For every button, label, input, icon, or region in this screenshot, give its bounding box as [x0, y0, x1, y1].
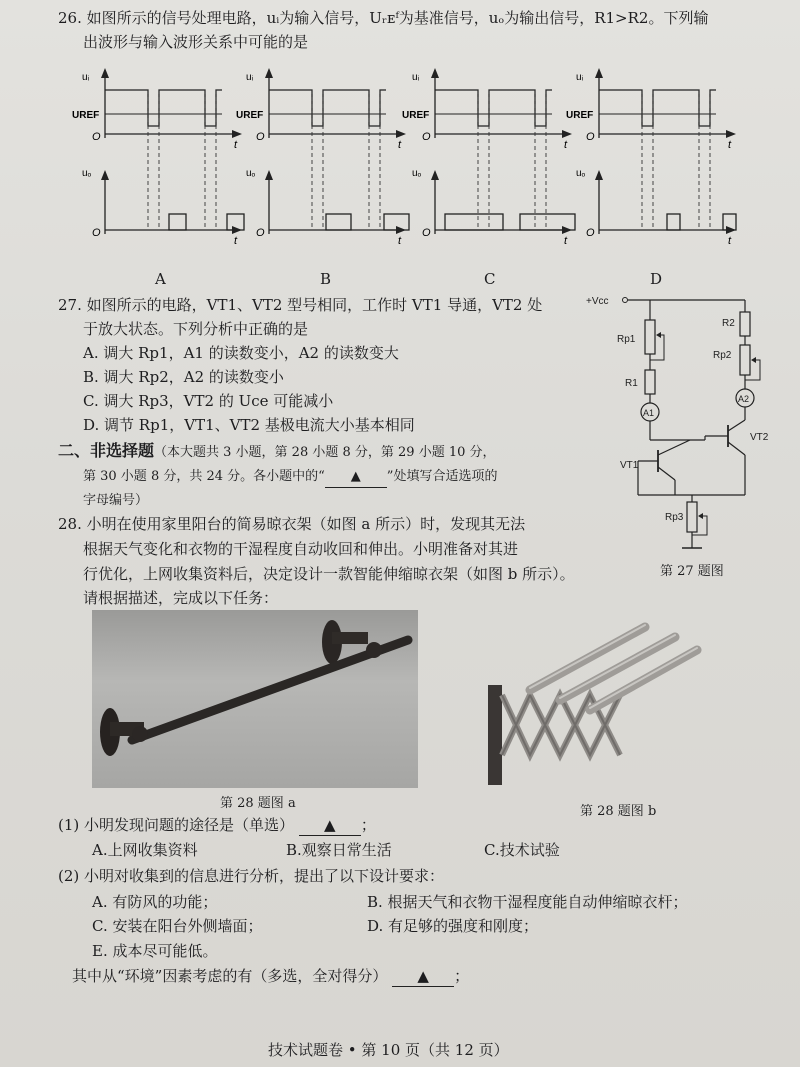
q28-figure-a-photo — [92, 610, 418, 788]
uo-label: uₒ — [412, 168, 422, 179]
uref-label: UREF — [566, 110, 594, 121]
ui-label: uᵢ — [246, 72, 254, 83]
ui-label: uᵢ — [82, 72, 90, 83]
waveform-panel-d — [566, 66, 741, 256]
vcc-label: +Vcc — [586, 296, 609, 307]
rp3-label: Rp3 — [665, 512, 684, 523]
ui-label: uᵢ — [576, 72, 584, 83]
origin-label-output: O — [422, 227, 431, 239]
q28-req-b: B. 根据天气和衣物干湿程度能自动伸缩晾衣杆； — [367, 893, 688, 911]
q28-req-e: E. 成本尽可能低。 — [92, 942, 218, 960]
uref-label: UREF — [72, 110, 100, 121]
q28-env-text: 其中从“环境”因素考虑的有（多选，全对得分） — [72, 967, 388, 985]
q27-option-d: D. 调节 Rp1，VT1、VT2 基极电流大小基本相同 — [83, 416, 415, 434]
output-pulse — [326, 214, 351, 230]
uo-axis-arrow — [265, 170, 273, 180]
section2-heading-line2 — [83, 467, 497, 488]
q28-req-a: A. 有防风的功能； — [92, 893, 218, 911]
q26-text-line2: 出波形与输入波形关系中可能的是 — [83, 33, 309, 51]
uo-label: uₒ — [246, 168, 256, 179]
t-label: t — [234, 139, 238, 151]
waveform-panel-c — [402, 66, 577, 256]
option-label-b: B — [320, 270, 332, 288]
origin-label: O — [256, 131, 265, 143]
q28-sub1-semicolon: ； — [360, 816, 376, 834]
section2-desc1: （本大题共 3 小题，第 28 小题 8 分，第 29 小题 10 分， — [154, 445, 496, 460]
origin-label-output: O — [256, 227, 265, 239]
origin-label: O — [422, 131, 431, 143]
output-pulse — [169, 214, 186, 230]
q28-env-semicolon: ； — [454, 967, 470, 985]
uref-label: UREF — [236, 110, 264, 121]
a2-label: A2 — [738, 394, 750, 404]
uo-axis-arrow — [595, 170, 603, 180]
option-label-a: A — [155, 270, 166, 288]
q27-option-a: A. 调大 Rp1，A1 的读数变小，A2 的读数变大 — [83, 344, 399, 362]
vt2-label: VT2 — [750, 432, 769, 443]
rp2-label: Rp2 — [713, 350, 732, 361]
uref-label: UREF — [402, 110, 430, 121]
input-square-wave — [105, 90, 222, 126]
waveform-panel-b — [236, 66, 411, 256]
q27-circuit-diagram — [580, 290, 780, 565]
uo-label: uₒ — [576, 168, 586, 179]
t-label: t — [728, 139, 732, 151]
ui-axis-arrow — [431, 68, 439, 78]
q27-text-line1: 27. 如图所示的电路，VT1、VT2 型号相同，工作时 VT1 导通，VT2 处 — [58, 296, 543, 314]
waveform-panel-a — [72, 66, 247, 256]
section2-answer-blank: ▲ — [325, 467, 387, 488]
option-label-c: C — [484, 270, 496, 288]
uo-axis-arrow — [101, 170, 109, 180]
t-label-output: t — [398, 235, 402, 247]
a1-label: A1 — [643, 408, 655, 418]
q28-env-question — [72, 966, 469, 987]
q28-text-line1: 28. 小明在使用家里阳台的简易晾衣架（如图 a 所示）时，发现其无法 — [58, 515, 526, 533]
t-label: t — [564, 139, 568, 151]
q28-sub1-option-b: B.观察日常生活 — [286, 841, 392, 859]
section2-desc3: 字母编号） — [83, 493, 149, 508]
q27-figure-caption: 第 27 题图 — [660, 564, 724, 579]
section2-heading-line1 — [58, 441, 496, 463]
t-axis-arrow — [726, 130, 736, 138]
q26-text-line1: 26. 如图所示的信号处理电路，uᵢ为输入信号，Uᵣᴇᶠ为基准信号，uₒ为输出信号，R1>R2。下列输 — [58, 9, 709, 27]
q28-req-c: C. 安装在阳台外侧墙面； — [92, 917, 263, 935]
r2-label: R2 — [722, 318, 735, 329]
q28-text-line4: 请根据描述，完成以下任务： — [83, 589, 279, 607]
q28-req-d: D. 有足够的强度和刚度； — [367, 917, 539, 935]
q28-env-answer-blank: ▲ — [392, 966, 454, 987]
origin-label: O — [586, 131, 595, 143]
q28-figure-b-caption: 第 28 题图 b — [580, 804, 657, 819]
q27-option-c: C. 调大 Rp3，VT2 的 Uce 可能减小 — [83, 392, 334, 410]
section2-desc2a: 第 30 小题 8 分，共 24 分。各小题中的“ — [83, 469, 325, 484]
q28-figure-b-drawing — [485, 615, 705, 800]
q27-text-line2: 于放大状态。下列分析中正确的是 — [83, 320, 309, 338]
option-label-d: D — [650, 270, 663, 288]
q27-option-b: B. 调大 Rp2，A2 的读数变小 — [83, 368, 284, 386]
rp1-label: Rp1 — [617, 334, 636, 345]
input-square-wave — [599, 90, 716, 126]
uo-label: uₒ — [82, 168, 92, 179]
q28-sub1 — [58, 815, 376, 836]
q28-sub1-option-c: C.技术试验 — [484, 841, 560, 859]
q28-sub2-text: (2) 小明对收集到的信息进行分析，提出了以下设计要求： — [58, 867, 445, 885]
section2-title: 二、非选择题 — [58, 441, 155, 460]
q28-sub1-answer-blank: ▲ — [299, 815, 361, 836]
origin-label-output: O — [92, 227, 101, 239]
vt1-label: VT1 — [620, 460, 639, 471]
t-label-output: t — [234, 235, 238, 247]
r1-label: R1 — [625, 378, 638, 389]
t-label: t — [398, 139, 402, 151]
rp1-resistor — [645, 320, 655, 354]
rp2-resistor — [740, 345, 750, 375]
input-square-wave — [269, 90, 386, 126]
q28-text-line2: 根据天气变化和衣物的干湿程度自动收回和伸出。小明准备对其进 — [83, 540, 519, 558]
section2-desc2b: ”处填写合适选项的 — [386, 469, 498, 484]
t-label-output: t — [728, 235, 732, 247]
origin-label: O — [92, 131, 101, 143]
page-footer: 技术试题卷 • 第 10 页（共 12 页） — [268, 1041, 509, 1059]
q28-sub1-text: (1) 小明发现问题的途径是（单选） — [58, 816, 295, 834]
q28-sub1-option-a: A.上网收集资料 — [92, 841, 198, 859]
rp3-resistor — [687, 502, 697, 532]
r2-resistor — [740, 312, 750, 336]
ui-axis-arrow — [265, 68, 273, 78]
q28-text-line3: 行优化，上网收集资料后，决定设计一款智能伸缩晾衣架（如图 b 所示）。 — [83, 565, 575, 583]
t-label-output: t — [564, 235, 568, 247]
output-pulse — [667, 214, 680, 230]
ui-axis-arrow — [595, 68, 603, 78]
uo-axis-arrow — [431, 170, 439, 180]
q28-figure-a-caption: 第 28 题图 a — [220, 796, 296, 811]
ui-axis-arrow — [101, 68, 109, 78]
ui-label: uᵢ — [412, 72, 420, 83]
input-square-wave — [435, 90, 552, 126]
r1-resistor — [645, 370, 655, 394]
output-pulse — [445, 214, 503, 230]
origin-label-output: O — [586, 227, 595, 239]
